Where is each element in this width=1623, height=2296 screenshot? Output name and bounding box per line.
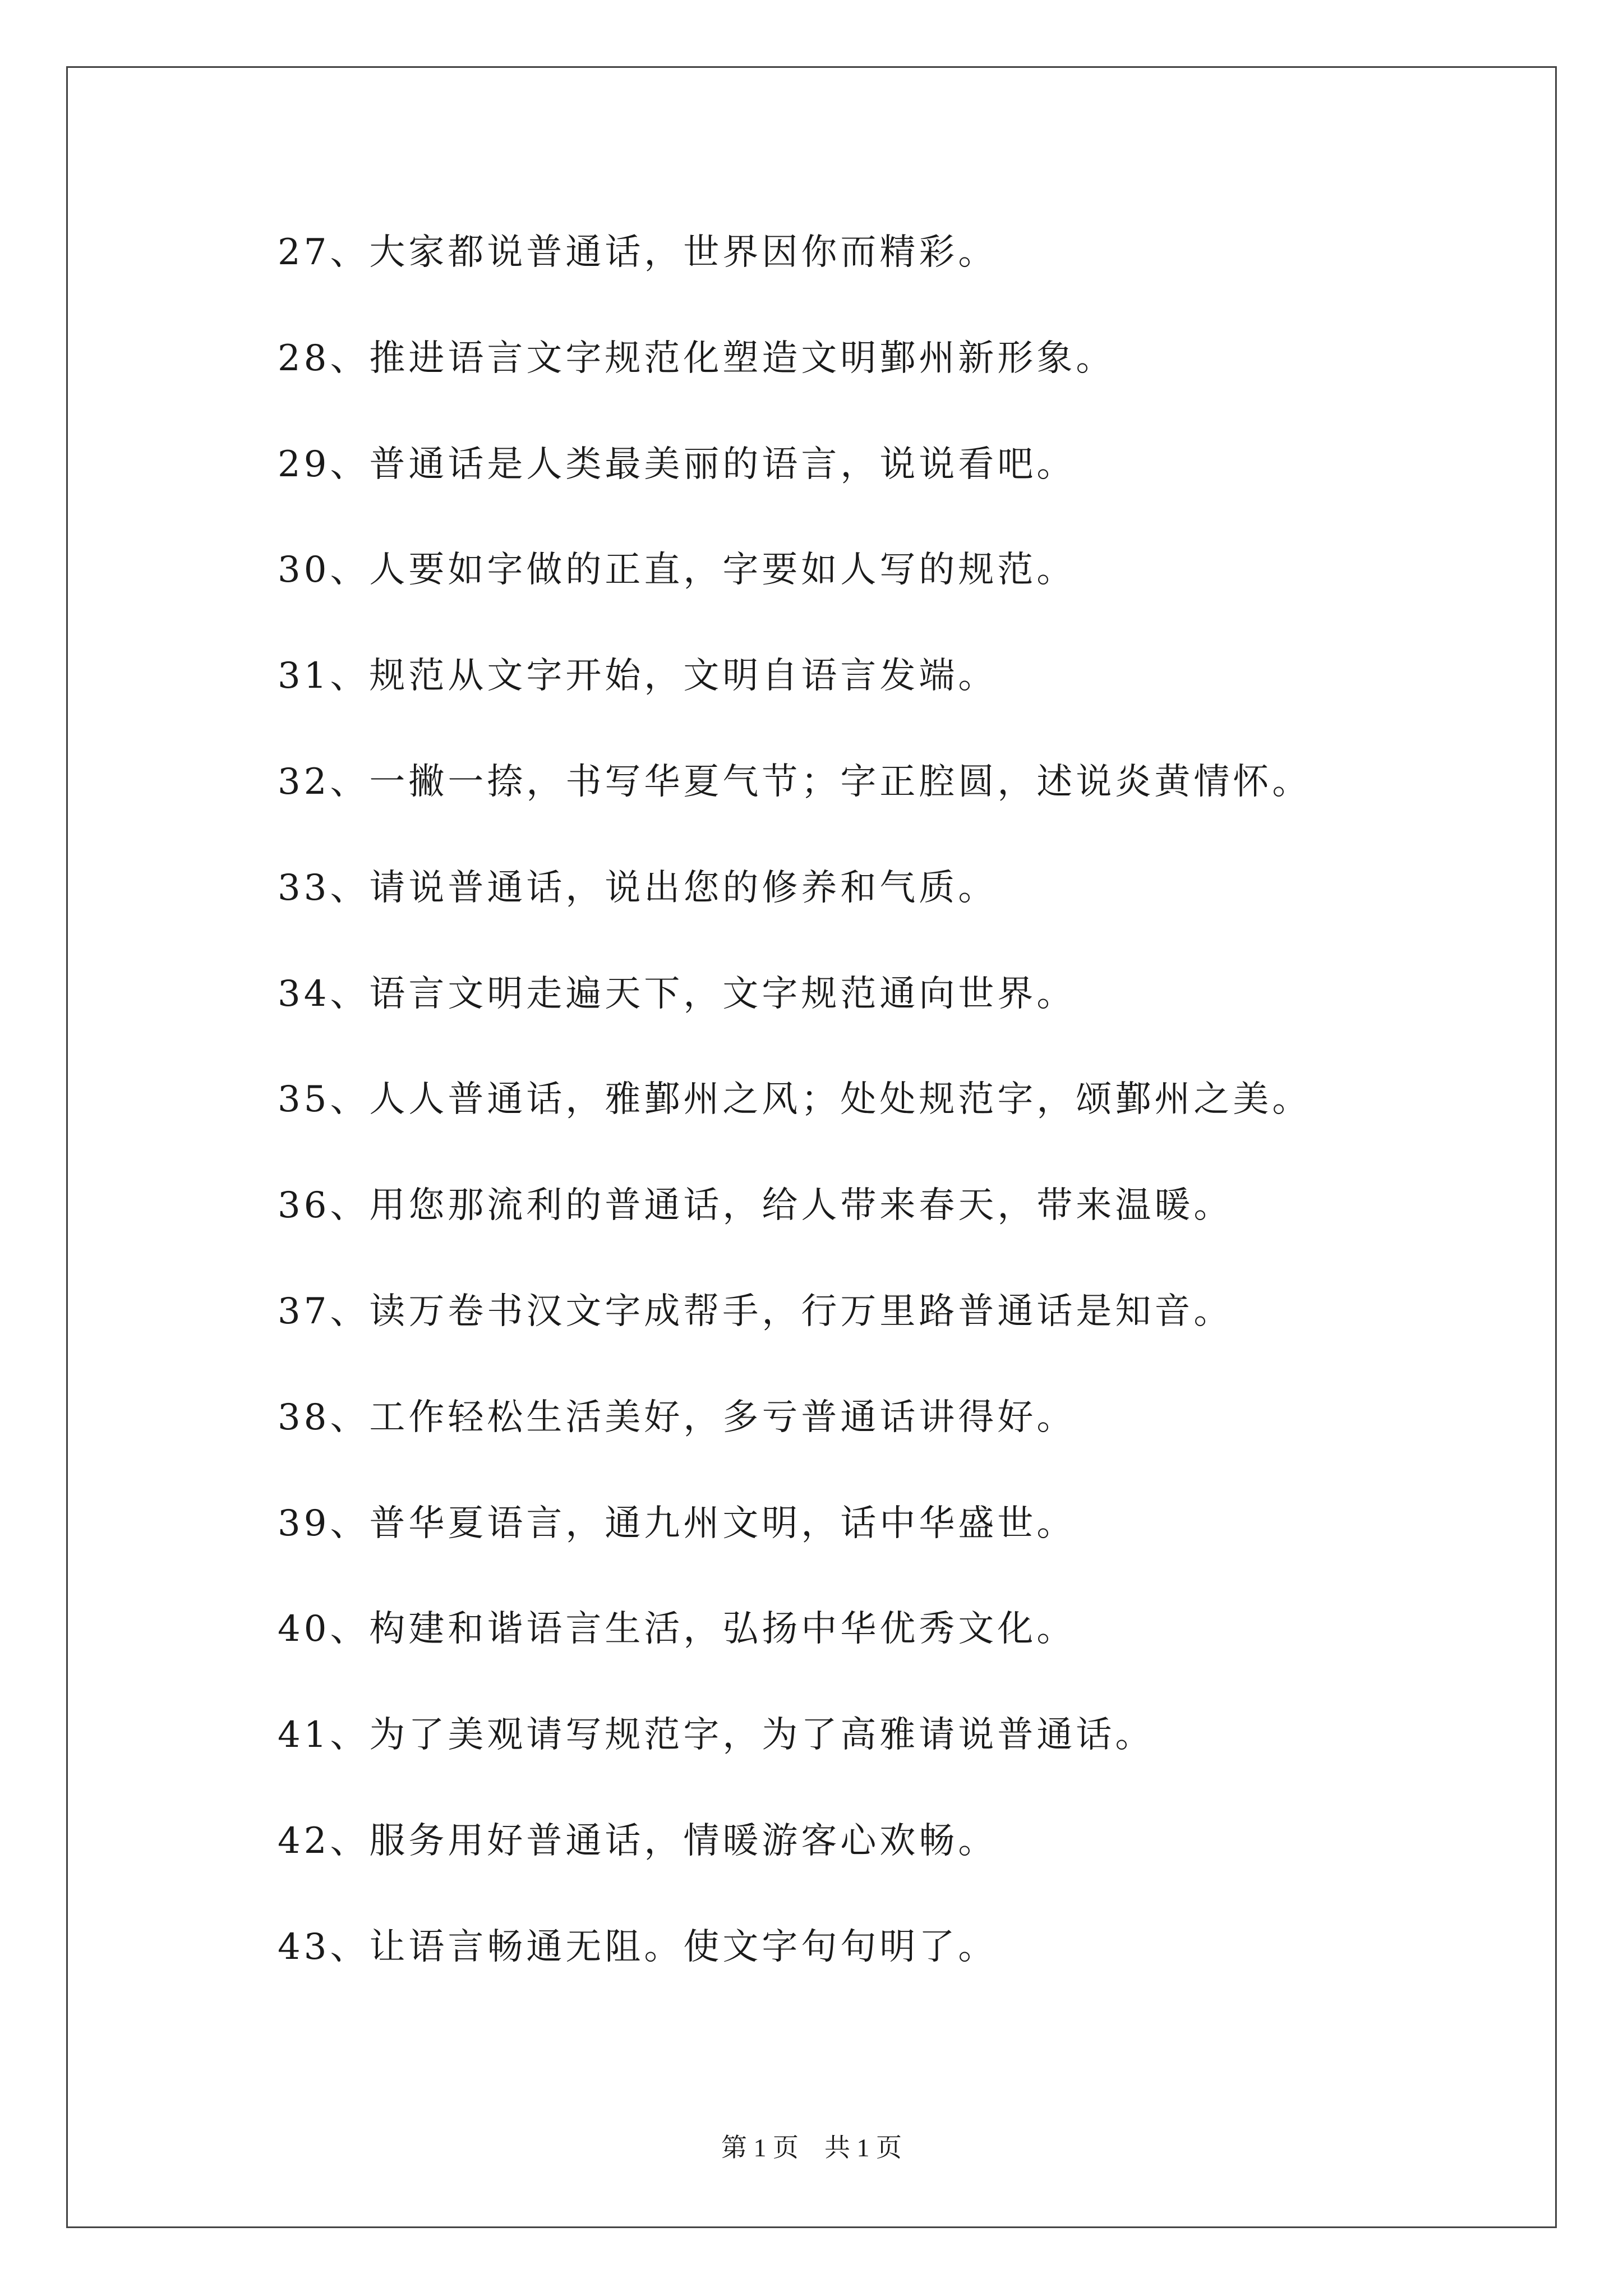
list-item: 39、普华夏语言，通九州文明，话中华盛世。 bbox=[278, 1502, 1076, 1544]
list-item: 41、为了美观请写规范字，为了高雅请说普通话。 bbox=[278, 1714, 1155, 1756]
list-item: 33、请说普通话，说出您的修养和气质。 bbox=[278, 867, 998, 909]
page-number-footer: 第 1 页 共 1 页 bbox=[721, 2133, 902, 2162]
list-item: 36、用您那流利的普通话，给人带来春天，带来温暖。 bbox=[278, 1185, 1233, 1227]
list-item: 34、语言文明走遍天下，文字规范通向世界。 bbox=[278, 973, 1076, 1015]
list-item: 31、规范从文字开始，文明自语言发端。 bbox=[278, 655, 998, 697]
list-item: 27、大家都说普通话，世界因你而精彩。 bbox=[278, 232, 998, 273]
list-item: 37、读万卷书汉文字成帮手，行万里路普通话是知音。 bbox=[278, 1290, 1233, 1332]
slogan-list bbox=[278, 218, 1511, 2018]
list-item: 30、人要如字做的正直，字要如人写的规范。 bbox=[278, 549, 1076, 591]
list-item: 28、推进语言文字规范化塑造文明鄞州新形象。 bbox=[278, 337, 1115, 379]
list-item: 38、工作轻松生活美好，多亏普通话讲得好。 bbox=[278, 1396, 1076, 1438]
list-item: 40、构建和谐语言生活，弘扬中华优秀文化。 bbox=[278, 1608, 1076, 1650]
list-item: 32、一撇一捺，书写华夏气节；字正腔圆，述说炎黄情怀。 bbox=[278, 761, 1312, 803]
list-item: 35、人人普通话，雅鄞州之风；处处规范字，颂鄞州之美。 bbox=[278, 1079, 1312, 1121]
list-item: 43、让语言畅通无阻。使文字句句明了。 bbox=[278, 1926, 998, 1968]
list-item: 42、服务用好普通话，情暖游客心欢畅。 bbox=[278, 1820, 998, 1862]
list-item: 29、普通话是人类最美丽的语言，说说看吧。 bbox=[278, 443, 1076, 485]
